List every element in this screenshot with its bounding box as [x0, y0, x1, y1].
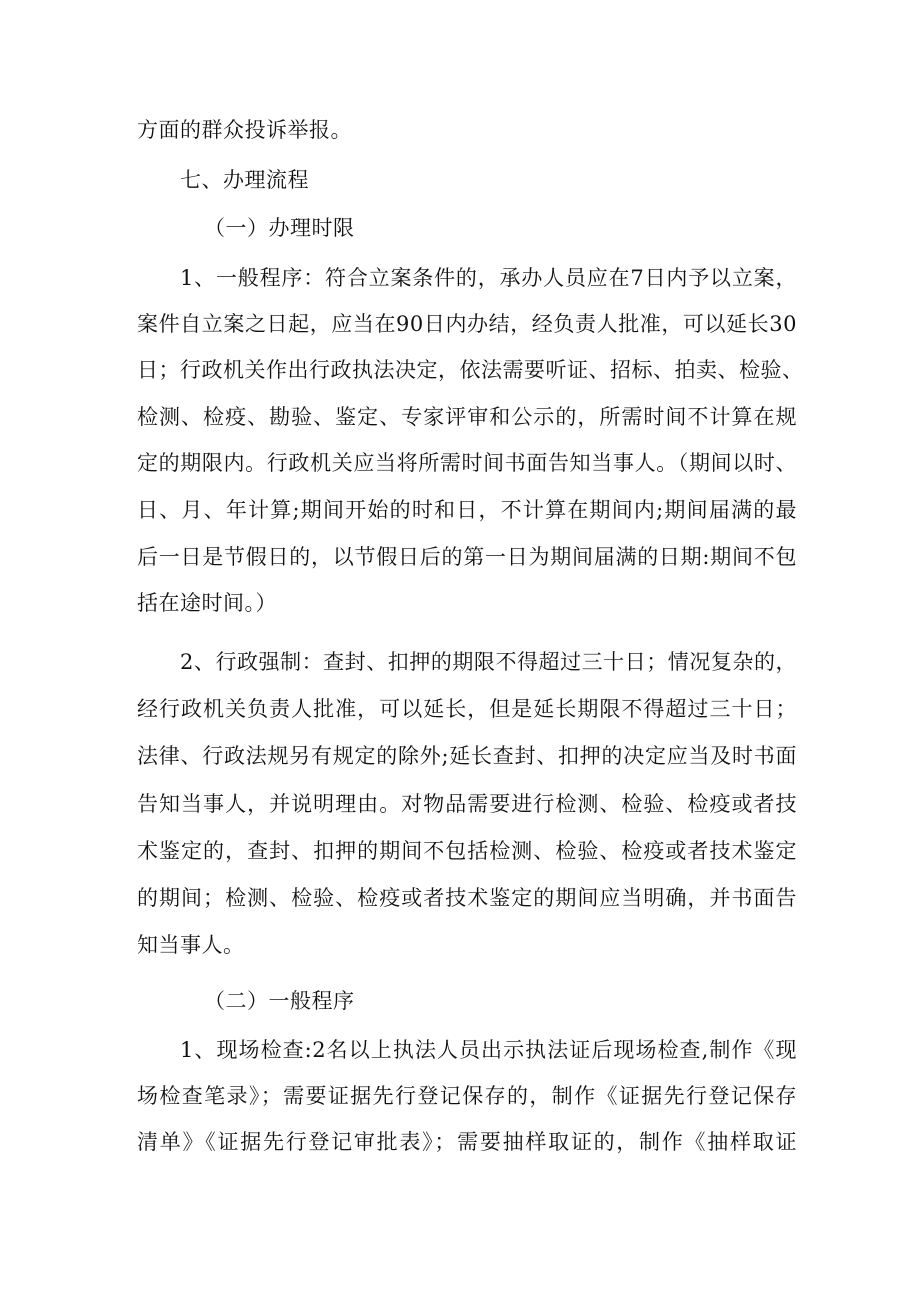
- paragraph-line: 方面的群众投诉举报。: [137, 118, 352, 142]
- paragraph-line: 的期间；检测、检验、检疫或者技术鉴定的期间应当明确，并书面告: [137, 886, 797, 910]
- paragraph-line: 场检查笔录》；需要证据先行登记保存的，制作《证据先行登记保存: [137, 1084, 797, 1108]
- paragraph-line: 法律、行政法规另有规定的除外;延长查封、扣押的决定应当及时书面: [137, 744, 797, 768]
- subsection-heading: （一）办理时限: [204, 216, 355, 240]
- paragraph-line: 术鉴定的，查封、扣押的期间不包括检测、检验、检疫或者技术鉴定: [137, 839, 797, 863]
- paragraph-line: 案件自立案之日起，应当在90日内办结，经负责人批准，可以延长30: [137, 312, 797, 336]
- paragraph-line: 后一日是节假日的，以节假日后的第一日为期间届满的日期:期间不包: [137, 545, 797, 569]
- paragraph-line: 日、月、年计算;期间开始的时和日，不计算在期间内;期间届满的最: [137, 498, 797, 522]
- subsection-heading: （二）一般程序: [204, 989, 355, 1013]
- paragraph-line: 告知当事人，并说明理由。对物品需要进行检测、检验、检疫或者技: [137, 792, 797, 816]
- paragraph-line: 2、行政强制：查封、扣押的期限不得超过三十日；情况复杂的，: [180, 650, 797, 674]
- paragraph-line: 清单》《证据先行登记审批表》；需要抽样取证的，制作《抽样取证: [137, 1130, 797, 1154]
- paragraph-line: 1、现场检查:2名以上执法人员出示执法证后现场检查,制作《现: [180, 1038, 797, 1062]
- paragraph-line: 括在途时间。）: [137, 591, 277, 615]
- paragraph-line: 检测、检疫、勘验、鉴定、专家评审和公示的，所需时间不计算在规: [137, 405, 797, 429]
- paragraph-line: 日；行政机关作出行政执法决定，依法需要听证、招标、拍卖、检验、: [137, 358, 804, 382]
- paragraph-line: 定的期限内。行政机关应当将所需时间书面告知当事人。（期间以时、: [137, 451, 797, 475]
- section-heading: 七、办理流程: [180, 168, 309, 192]
- paragraph-line: 经行政机关负责人批准，可以延长，但是延长期限不得超过三十日；: [137, 697, 797, 721]
- paragraph-line: 1、一般程序：符合立案条件的，承办人员应在7日内予以立案，: [180, 266, 797, 290]
- paragraph-line: 知当事人。: [137, 933, 245, 957]
